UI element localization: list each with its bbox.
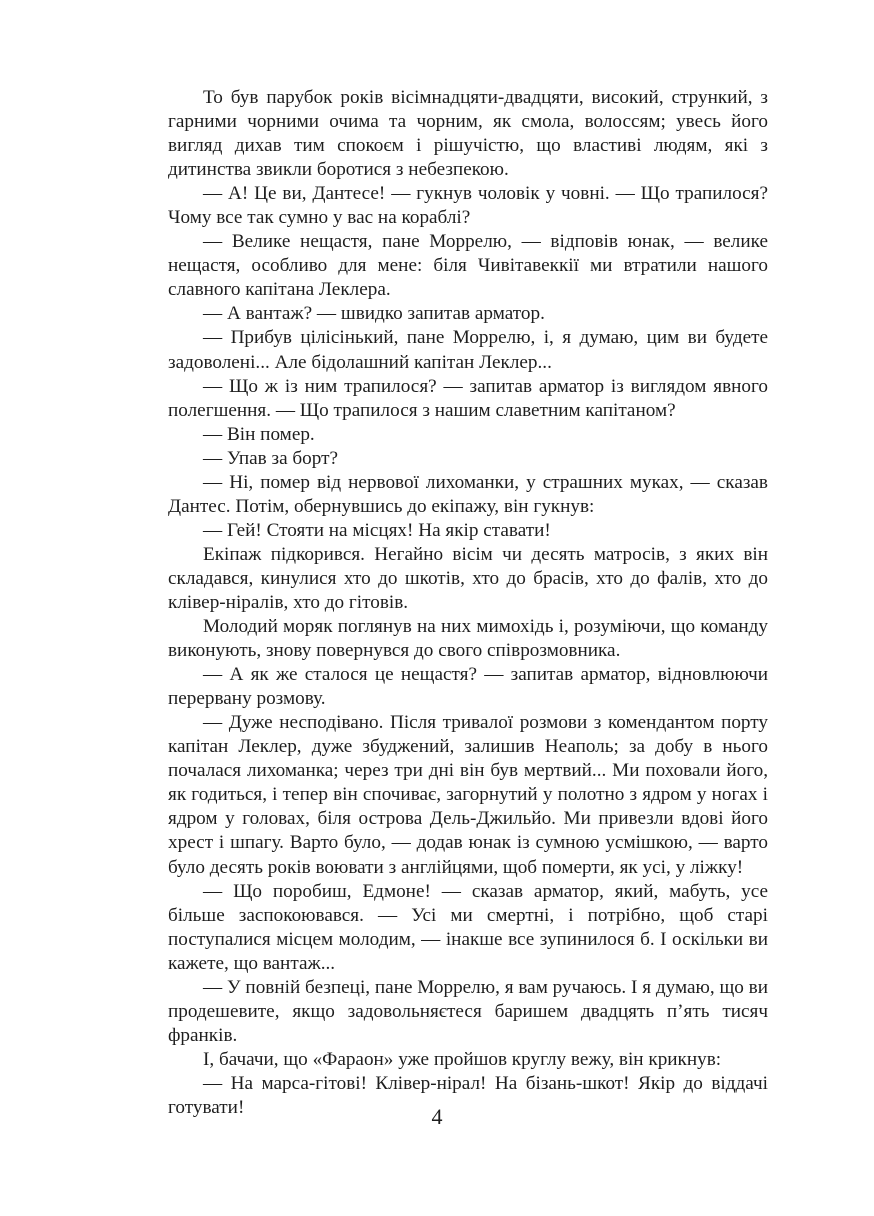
paragraph-narration: Молодий моряк поглянув на них мимохідь і, розуміючи, що команду виконують, знову повернувся до свого співрозмовника. [168,616,768,662]
paragraph-dialogue: — Велике нещастя, пане Моррелю, — відповів юнак, — велике нещастя, особливо для мене: біля Чивітавеккії ми втратили нашого славного капітана Леклера. [168,231,768,301]
paragraph-dialogue: — Що ж із ним трапилося? — запитав арматор із виглядом явного полегшення. — Що трапилося з нашим славетним капітаном? [168,375,768,421]
paragraph-dialogue: — А як же сталося це нещастя? — запитав арматор, відновлюючи перервану розмову. [168,664,768,710]
paragraph-dialogue: — Дуже несподівано. Після тривалої розмови з комендантом порту капітан Леклер, дуже збуджений, залишив Неаполь; за добу в нього почалася лихоманка; через три дні він був мертвий... Ми поховали його, як годиться, і тепер він спочиває, загорнутий у полотно з ядром у ногах і ядром у головах, біля острова Дель-Джильйо. Ми привезли вдові його хрест і шпагу. Варто було, — додав юнак із сумною усмішкою, — варто було десять років воювати з англійцями, щоб померти, як усі, у ліжку! [168,712,768,878]
paragraph-dialogue: — Упав за борт? [203,447,339,469]
paragraph-description: То був парубок років вісімнадцяти-двадцяти, високий, стрункий, з гарними чорними очима та чорним, як смола, волоссям; увесь його вигляд дихав тим спокоєм і рішучістю, що властиві людям, які з дитинства звикли боротися з небезпекою. [168,87,768,181]
page-number: 4 [431,1104,443,1129]
paragraph-dialogue: — Він помер. [203,423,315,445]
paragraph-dialogue: — Прибув цілісінький, пане Моррелю, і, я думаю, цим ви будете задоволені... Але бідолашний капітан Леклер... [168,327,768,373]
paragraph-dialogue: — У повній безпеці, пане Моррелю, я вам ручаюсь. І я думаю, що ви продешевите, якщо задовольняєтеся баришем двадцять п’ять тисяч франків. [168,976,768,1046]
paragraph-dialogue: — На марса-гітові! Клівер-нірал! На бізань-шкот! Якір до віддачі готувати! [168,1072,768,1118]
paragraph-dialogue: — А вантаж? — швидко запитав арматор. [203,303,545,325]
paragraph-dialogue: — Що поробиш, Едмоне! — сказав арматор, який, мабуть, усе більше заспокоювався. — Усі ми смертні, і потрібно, щоб старі поступалися місцем молодим, — інакше все зупинилося б. І оскільки ви кажете, що вантаж... [168,880,768,974]
paragraph-narration: І, бачачи, що «Фараон» уже пройшов круглу вежу, він крикнув: [203,1048,722,1070]
paragraph-dialogue: — А! Це ви, Дантесе! — гукнув чоловік у човні. — Що трапилося? Чому все так сумно у вас на кораблі? [168,183,768,229]
paragraph-dialogue: — Гей! Стояти на місцях! На якір ставати! [203,519,551,541]
paragraph-narration: Екіпаж підкорився. Негайно вісім чи десять матросів, з яких він складався, кинулися хто до шкотів, хто до брасів, хто до фалів, хто до клівер-ніралів, хто до гітовів. [168,543,768,613]
paragraph-dialogue: — Ні, помер від нервової лихоманки, у страшних муках, — сказав Дантес. Потім, обернувшись до екіпажу, він гукнув: [168,471,768,517]
body-text [168,86,768,1120]
